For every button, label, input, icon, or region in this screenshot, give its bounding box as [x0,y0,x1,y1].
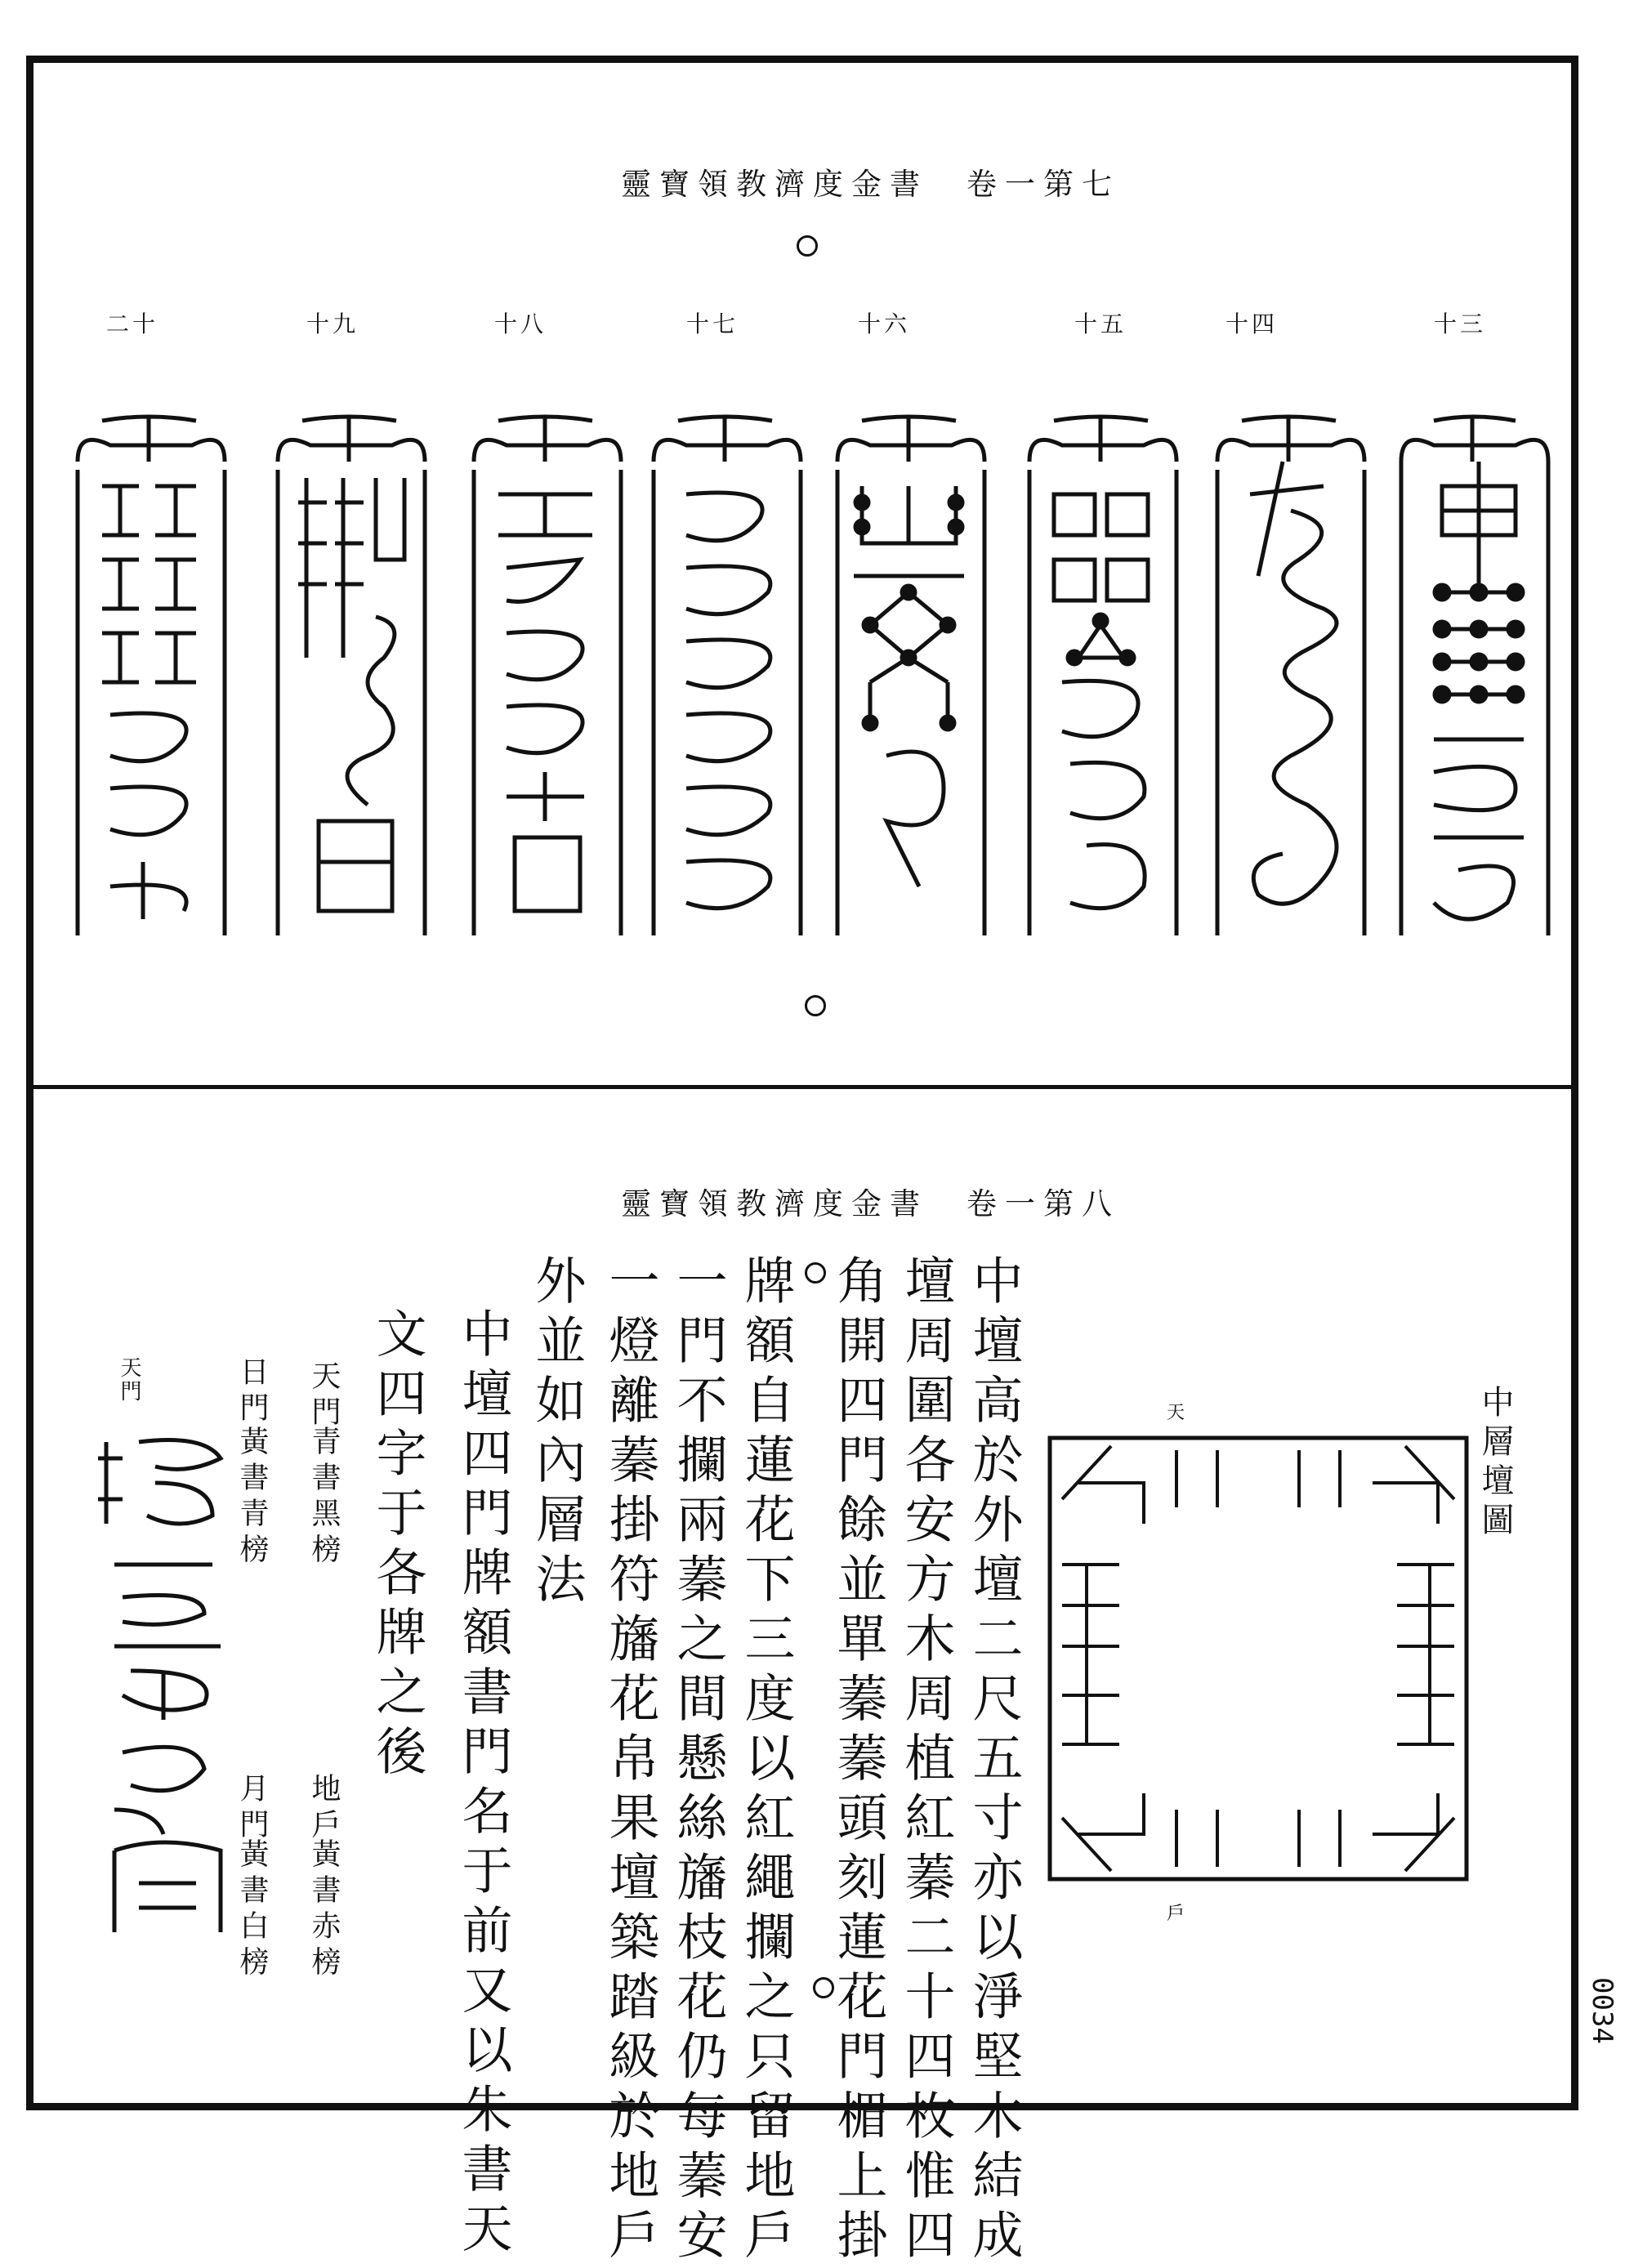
page-header-top: 靈寶領教濟度金書 卷一第七 [621,167,1120,202]
talisman-19 [261,413,437,952]
talisman-number-19: 十九 [306,310,359,337]
talisman-number-20: 二十 [106,310,159,337]
text-column-3: 角開四門餘並單蓁蓁頭刻蓮花門楣上掛 [828,1254,888,2268]
text-column-6: 一燈離蓁掛符旛花帛果壇築踏級於地戶 [600,1254,660,2268]
heaven-door-seal [82,1426,245,1949]
talisman-number-18: 十八 [494,310,547,337]
text-column-8: 中壇四門牌額書門名于前又以朱書天 [453,1307,513,2261]
door-name-heaven: 天門 [307,1360,341,1432]
diagram-title: 中層壇圖 [1476,1385,1514,1542]
diagram-mark-bottom: 戶 [1167,1904,1185,1924]
talisman-number-13: 十三 [1434,310,1487,337]
door-note-heaven: 青書黑榜 [307,1426,341,1569]
circle-mark-top-1 [797,235,818,257]
page-divider [26,1085,1578,1089]
talisman-number-16: 十六 [858,310,911,337]
middle-altar-diagram [1046,1434,1471,1883]
talisman-13 [1385,413,1560,952]
circle-mark-bottom-1 [805,1262,826,1284]
talisman-20 [61,413,237,952]
page-header-bottom: 靈寶領教濟度金書 卷一第八 [621,1186,1120,1221]
talisman-number-15: 十五 [1074,310,1127,337]
door-note-earth: 黃書赤榜 [307,1838,341,1982]
talisman-18 [458,413,633,952]
talisman-14 [1201,413,1377,952]
door-note-sun: 黃書青榜 [235,1426,269,1569]
page-number: 0034 [1586,1977,1618,2044]
talisman-17 [637,413,813,952]
text-column-2: 壇周圍各安方木周植紅蓁二十四枚惟四 [896,1254,956,2268]
door-name-moon: 月門 [235,1773,269,1845]
door-note-moon: 黃書白榜 [235,1838,269,1982]
text-column-9: 文四字于各牌之後 [368,1307,427,1784]
talisman-16 [821,413,997,952]
text-column-4: 牌額自蓮花下三度以紅繩攔之只留地戶 [736,1254,796,2268]
door-name-earth: 地戶 [307,1773,341,1845]
text-column-1: 中壇高於外壇二尺五寸亦以淨堅木結成 [964,1254,1024,2268]
talisman-number-17: 十七 [686,310,739,337]
door-name-sun: 日門 [235,1356,269,1428]
talisman-number-14: 十四 [1226,310,1279,337]
diagram-mark-top: 天 [1167,1403,1185,1423]
seal-label: 天門 [117,1356,141,1404]
circle-mark-top-2 [805,995,826,1016]
text-column-5: 一門不攔兩蓁之間懸絲旛枝花仍每蓁安 [668,1254,728,2268]
text-column-7: 外並如內層法 [527,1254,587,1612]
talisman-15 [1013,413,1189,952]
